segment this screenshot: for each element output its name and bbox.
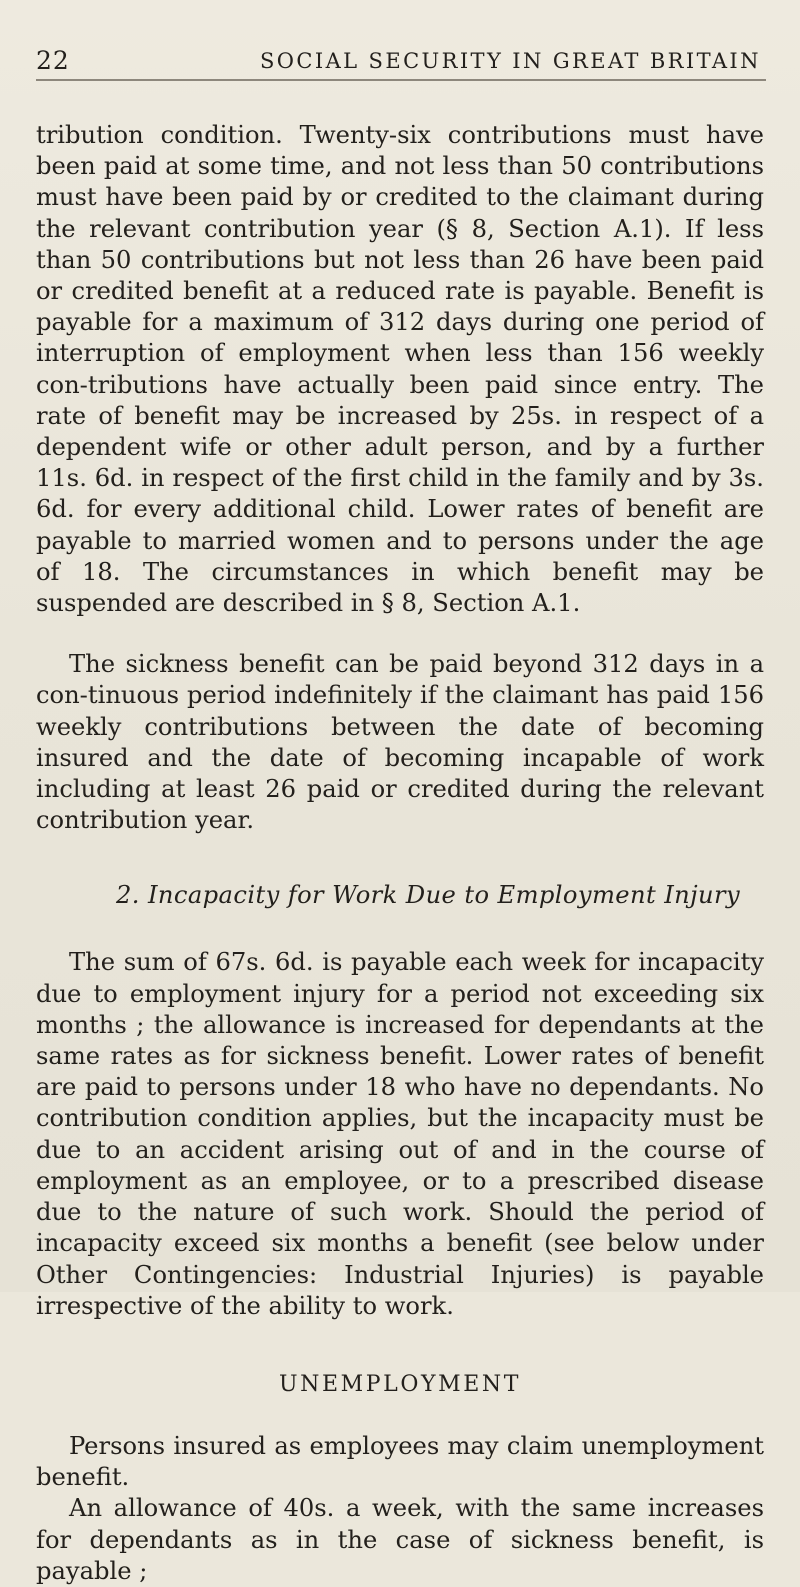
paragraph-contribution-condition: tribution condition. Twenty-six contributions must have been paid at some time, and not less than 50 contributions must have been paid by or credited to the claimant during the relevant contribution year (§ 8, Section A.1). If less than 50 contributions but not less than 26 have been paid or credited benefit at a reduced rate is payable. Benefit is payable for a maximum of 312 days during one period of interruption of employment when less than 156 weekly con-tributions have actually been paid since entry. The rate of benefit may be increased by 25s. in respect of a dependent wife or other adult person, and by a further 11s. 6d. in respect of the first child in the family and by 3s. 6d. for every additional child. Lower rates of benefit are payable to married women and to persons under the age of 18. The circumstances in which benefit may be suspended are described in § 8, Section A.1. xyxy=(36,121,764,618)
paragraph-unemployment-claim: Persons insured as employees may claim unemployment benefit. xyxy=(36,1431,764,1492)
running-title: SOCIAL SECURITY IN GREAT BRITAIN xyxy=(260,49,761,73)
page-number: 22 xyxy=(36,46,70,75)
section-heading-unemployment: UNEMPLOYMENT xyxy=(278,1371,522,1397)
running-head xyxy=(36,46,766,86)
subheading-employment-injury: 2. Incapacity for Work Due to Employment Injury xyxy=(116,881,741,910)
header-rule xyxy=(36,79,766,81)
paragraph-unemployment-allowance: An allowance of 40s. a week, with the same increases for dependants as in the case of sickness benefit, is payable ; xyxy=(36,1494,764,1585)
paragraph-employment-injury: The sum of 67s. 6d. is payable each week for incapacity due to employment injury for a period not exceeding six months ; the allowance is increased for dependants at the same rates as for sickness benefit. Lower rates of benefit are paid to persons under 18 who have no dependants. No contribution condition applies, but the incapacity must be due to an accident arising out of and in the course of employment as an employee, or to a prescribed disease due to the nature of such work. Should the period of incapacity exceed six months a benefit (see below under Other Contingencies: Industrial Injuries) is payable irrespective of the ability to work. xyxy=(36,948,764,1320)
body-text xyxy=(36,120,764,1587)
paragraph-sickness-benefit: The sickness benefit can be paid beyond 312 days in a con-tinuous period indefinitely if the claimant has paid 156 weekly contributions between the date of becoming insured and the date of becoming incapable of work including at least 26 paid or credited during the relevant contribution year. xyxy=(36,650,764,835)
